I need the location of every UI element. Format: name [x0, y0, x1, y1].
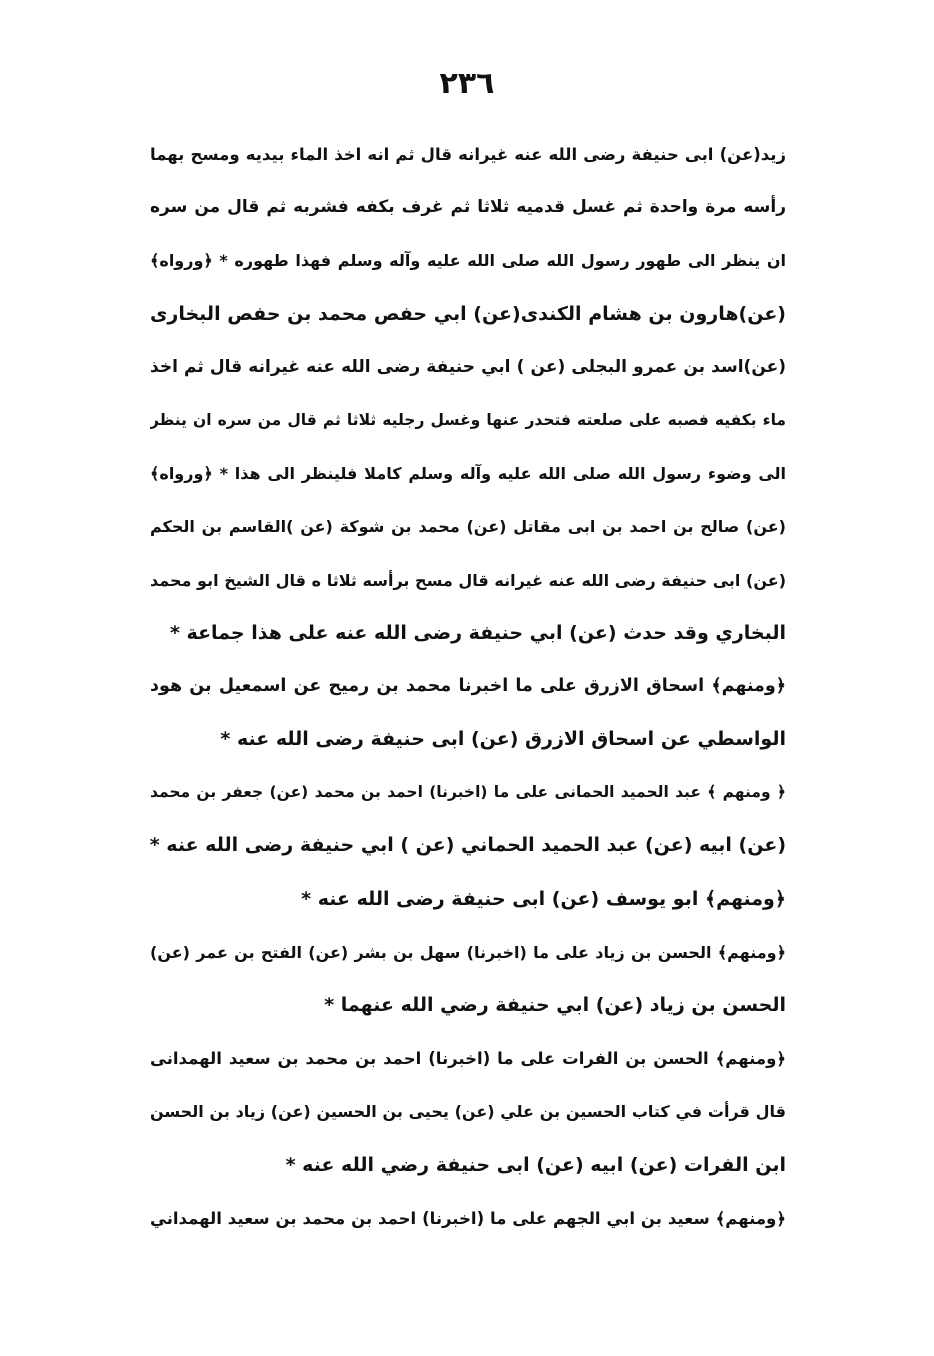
text-line: ﴿ومنهم﴾ سعيد بن ابي الجهم على ما (اخبرنا) احمد بن محمد بن سعيد الهمداني: [150, 1208, 786, 1228]
text-line: ﴿ومنهم﴾ الحسن بن زياد على ما (اخبرنا) سهل بن بشر (عن) الفتح بن عمر (عن): [150, 942, 786, 962]
text-line: (عن) صالح بن احمد بن ابى مقاتل (عن) محمد بن شوكة (عن )القاسم بن الحكم: [150, 517, 786, 537]
text-line: ماء بكفيه فصبه على صلعته فتحدر عنها وغسل رجليه ثلاثا ثم قال من سره ان ينظر: [150, 410, 786, 429]
text-line: (عن)هارون بن هشام الكندى(عن) ابي حفص محمد بن حفص البخارى: [150, 302, 786, 325]
page-number: ٢٣٦: [439, 66, 495, 101]
text-line: البخاري وقد حدث (عن) ابي حنيفة رضى الله عنه على هذا جماعة *: [170, 621, 786, 644]
text-line: الى وضوء رسول الله صلى الله عليه وآله وسلم كاملا فلينظر الى هذا * ﴿ورواه﴾: [150, 464, 786, 484]
text-line: ﴿ومنهم﴾ الحسن بن الفرات على ما (اخبرنا) احمد بن محمد بن سعيد الهمدانى: [150, 1049, 786, 1069]
text-line: الواسطي عن اسحاق الازرق (عن) ابى حنيفة رضى الله عنه *: [220, 728, 786, 751]
text-line: (عن)اسد بن عمرو البجلى (عن ) ابي حنيفة رضى الله عنه غيرانه قال ثم اخذ: [150, 356, 786, 377]
text-line: الحسن بن زياد (عن) ابي حنيفة رضي الله عنهما *: [324, 994, 786, 1016]
text-line: زيد(عن) ابى حنيفة رضى الله عنه غيرانه قال ثم انه اخذ الماء بيديه ومسح بهما: [150, 145, 786, 164]
text-line: ﴿ ومنهم ﴾ عبد الحميد الحمانى على ما (اخبرنا) احمد بن محمد (عن) جعفر بن محمد: [150, 783, 786, 802]
text-line: (عن) ابيه (عن) عبد الحميد الحماني (عن ) ابي حنيفة رضى الله عنه *: [150, 834, 786, 857]
page-text-block: [150, 128, 786, 1245]
text-line: ﴿ومنهم﴾ اسحاق الازرق على ما اخبرنا محمد بن رميح عن اسمعيل بن هود: [150, 675, 786, 696]
text-line: ابن الفرات (عن) ابيه (عن) ابى حنيفة رضي الله عنه *: [285, 1153, 786, 1176]
text-line: ان ينظر الى طهور رسول الله صلى الله عليه وآله وسلم فهذا طهوره * ﴿ورواه﴾: [150, 251, 786, 271]
text-line: قال قرأت في كتاب الحسين بن علي (عن) يحيى بن الحسين (عن) زياد بن الحسن: [150, 1102, 786, 1122]
text-line: (عن) ابى حنيفة رضى الله عنه غيرانه قال مسح برأسه ثلاثا ه قال الشيخ ابو محمد: [150, 570, 786, 590]
text-line: رأسه مرة واحدة ثم غسل قدميه ثلاثا ثم غرف بكفه فشربه ثم قال من سره: [150, 197, 786, 218]
text-line: ﴿ومنهم﴾ ابو يوسف (عن) ابى حنيفة رضى الله عنه *: [301, 887, 786, 910]
